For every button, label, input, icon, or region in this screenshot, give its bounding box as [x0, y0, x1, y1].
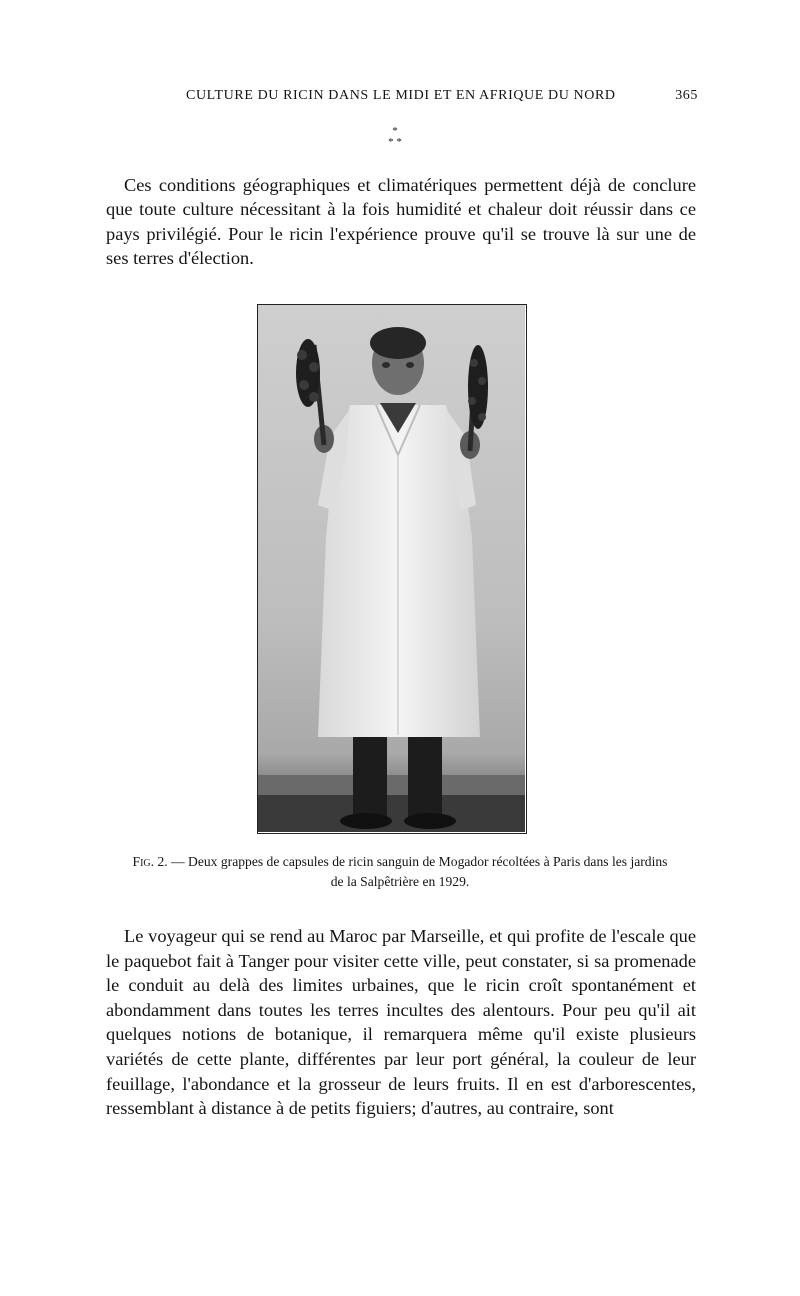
figure-caption — [130, 852, 670, 892]
figure-label: Fig. 2. — [132, 854, 168, 869]
asterism-bottom: * * — [388, 136, 402, 148]
asterism — [370, 126, 420, 152]
running-head — [186, 88, 698, 108]
photograph-man-holding-ricin-clusters — [258, 305, 525, 832]
figure-photograph — [257, 304, 527, 834]
asterism-top: * — [392, 125, 398, 137]
figure-caption-text: — Deux grappes de capsules de ricin sanguin de Mogador récoltées à Paris dans les jardins de la Salpêtrière en 1929. — [171, 854, 668, 889]
running-title: CULTURE DU RICIN DANS LE MIDI ET EN AFRIQUE DU NORD — [186, 88, 616, 103]
page-number: 365 — [675, 88, 698, 103]
paragraph-voyageur: Le voyageur qui se rend au Maroc par Marseille, et qui profite de l'escale que le paquebot fait à Tanger pour visiter cette ville, peut constater, si sa promenade le conduit au delà des limites urbaines, que le ricin croît spontanément et abondamment dans toutes les terres incultes des alentours. Pour peu qu'il ait quelques notions de botanique, il remarquera même qu'il existe plusieurs variétés de cette plante, différentes par leur port général, la couleur de leur feuillage, l'abondance et la grosseur de leurs fruits. Il en est d'arborescentes, ressemblant à distance à de petits figuiers; d'autres, au contraire, sont — [106, 926, 696, 1119]
paragraph-intro: Ces conditions géographiques et climatériques permettent déjà de conclure que toute culture nécessitant à la fois humidité et chaleur doit réussir dans ce pays privilégié. Pour le ricin l'expérience prouve qu'il se trouve là sur une de ses terres d'élection. — [106, 175, 696, 269]
